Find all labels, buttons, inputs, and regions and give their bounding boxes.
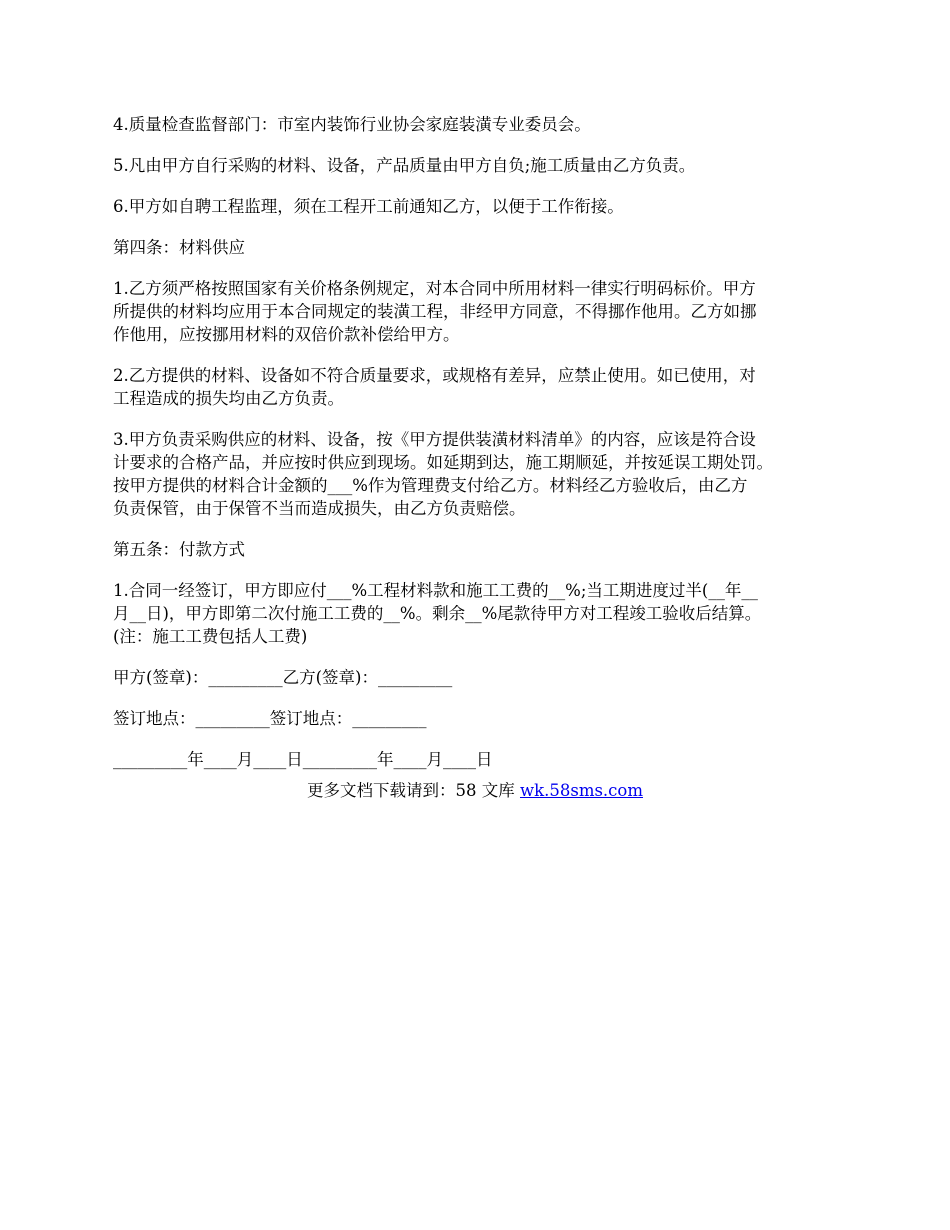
paragraph [113,666,853,689]
paragraph-line: 按甲方提供的材料合计金额的___%作为管理费支付给乙方。材料经乙方验收后，由乙方 [113,476,748,495]
footer-link[interactable]: wk.58sms.com [519,781,643,800]
paragraph [113,707,853,730]
paragraph-line: 2.乙方提供的材料、设备如不符合质量要求，或规格有差异，应禁止使用。如已使用，对 [113,366,756,385]
footer [0,779,950,802]
paragraph [113,428,853,520]
paragraph-line: 甲方(签章)：_________乙方(签章)：_________ [113,668,453,687]
paragraph-line: 签订地点：_________签订地点：_________ [113,709,427,728]
paragraph-line: 1.乙方须严格按照国家有关价格条例规定，对本合同中所用材料一律实行明码标价。甲方 [113,279,756,298]
paragraph-line: 3.甲方负责采购供应的材料、设备，按《甲方提供装潢材料清单》的内容，应该是符合设 [113,430,756,449]
paragraph-line: 6.甲方如自聘工程监理，须在工程开工前通知乙方，以便于工作衔接。 [113,197,624,216]
paragraph-line: 4.质量检查监督部门：市室内装饰行业协会家庭装潢专业委员会。 [113,115,591,134]
paragraph [113,277,853,346]
paragraph-line: 1.合同一经签订，甲方即应付___%工程材料款和施工工费的__%;当工期进度过半(__年__ [113,581,758,600]
document-body [113,113,853,789]
paragraph-line: 作他用，应按挪用材料的双倍价款补偿给甲方。 [113,325,460,344]
paragraph-line: 5.凡由甲方自行采购的材料、设备，产品质量由甲方自负;施工质量由乙方负责。 [113,156,696,175]
paragraph [113,113,853,136]
paragraph-line: 第四条：材料供应 [113,238,245,257]
footer-text: 更多文档下载请到：58 文库 [306,781,520,800]
paragraph [113,364,853,410]
paragraph [113,748,853,771]
paragraph-line: 计要求的合格产品，并应按时供应到现场。如延期到达，施工期顺延，并按延误工期处罚。 [113,453,773,472]
paragraph [113,538,853,561]
paragraph [113,236,853,259]
paragraph [113,195,853,218]
paragraph-line: 月__日)，甲方即第二次付施工工费的__%。剩余__%尾款待甲方对工程竣工验收后结算。 [113,604,762,623]
paragraph-line: 第五条：付款方式 [113,540,245,559]
paragraph-line: (注：施工工费包括人工费) [113,627,308,646]
paragraph [113,579,853,648]
paragraph-line: _________年____月____日_________年____月____日 [113,750,493,769]
paragraph-line: 所提供的材料均应用于本合同规定的装潢工程，非经甲方同意，不得挪作他用。乙方如挪 [113,302,757,321]
paragraph-line: 工程造成的损失均由乙方负责。 [113,389,344,408]
paragraph-line: 负责保管，由于保管不当而造成损失，由乙方负责赔偿。 [113,499,526,518]
paragraph [113,154,853,177]
